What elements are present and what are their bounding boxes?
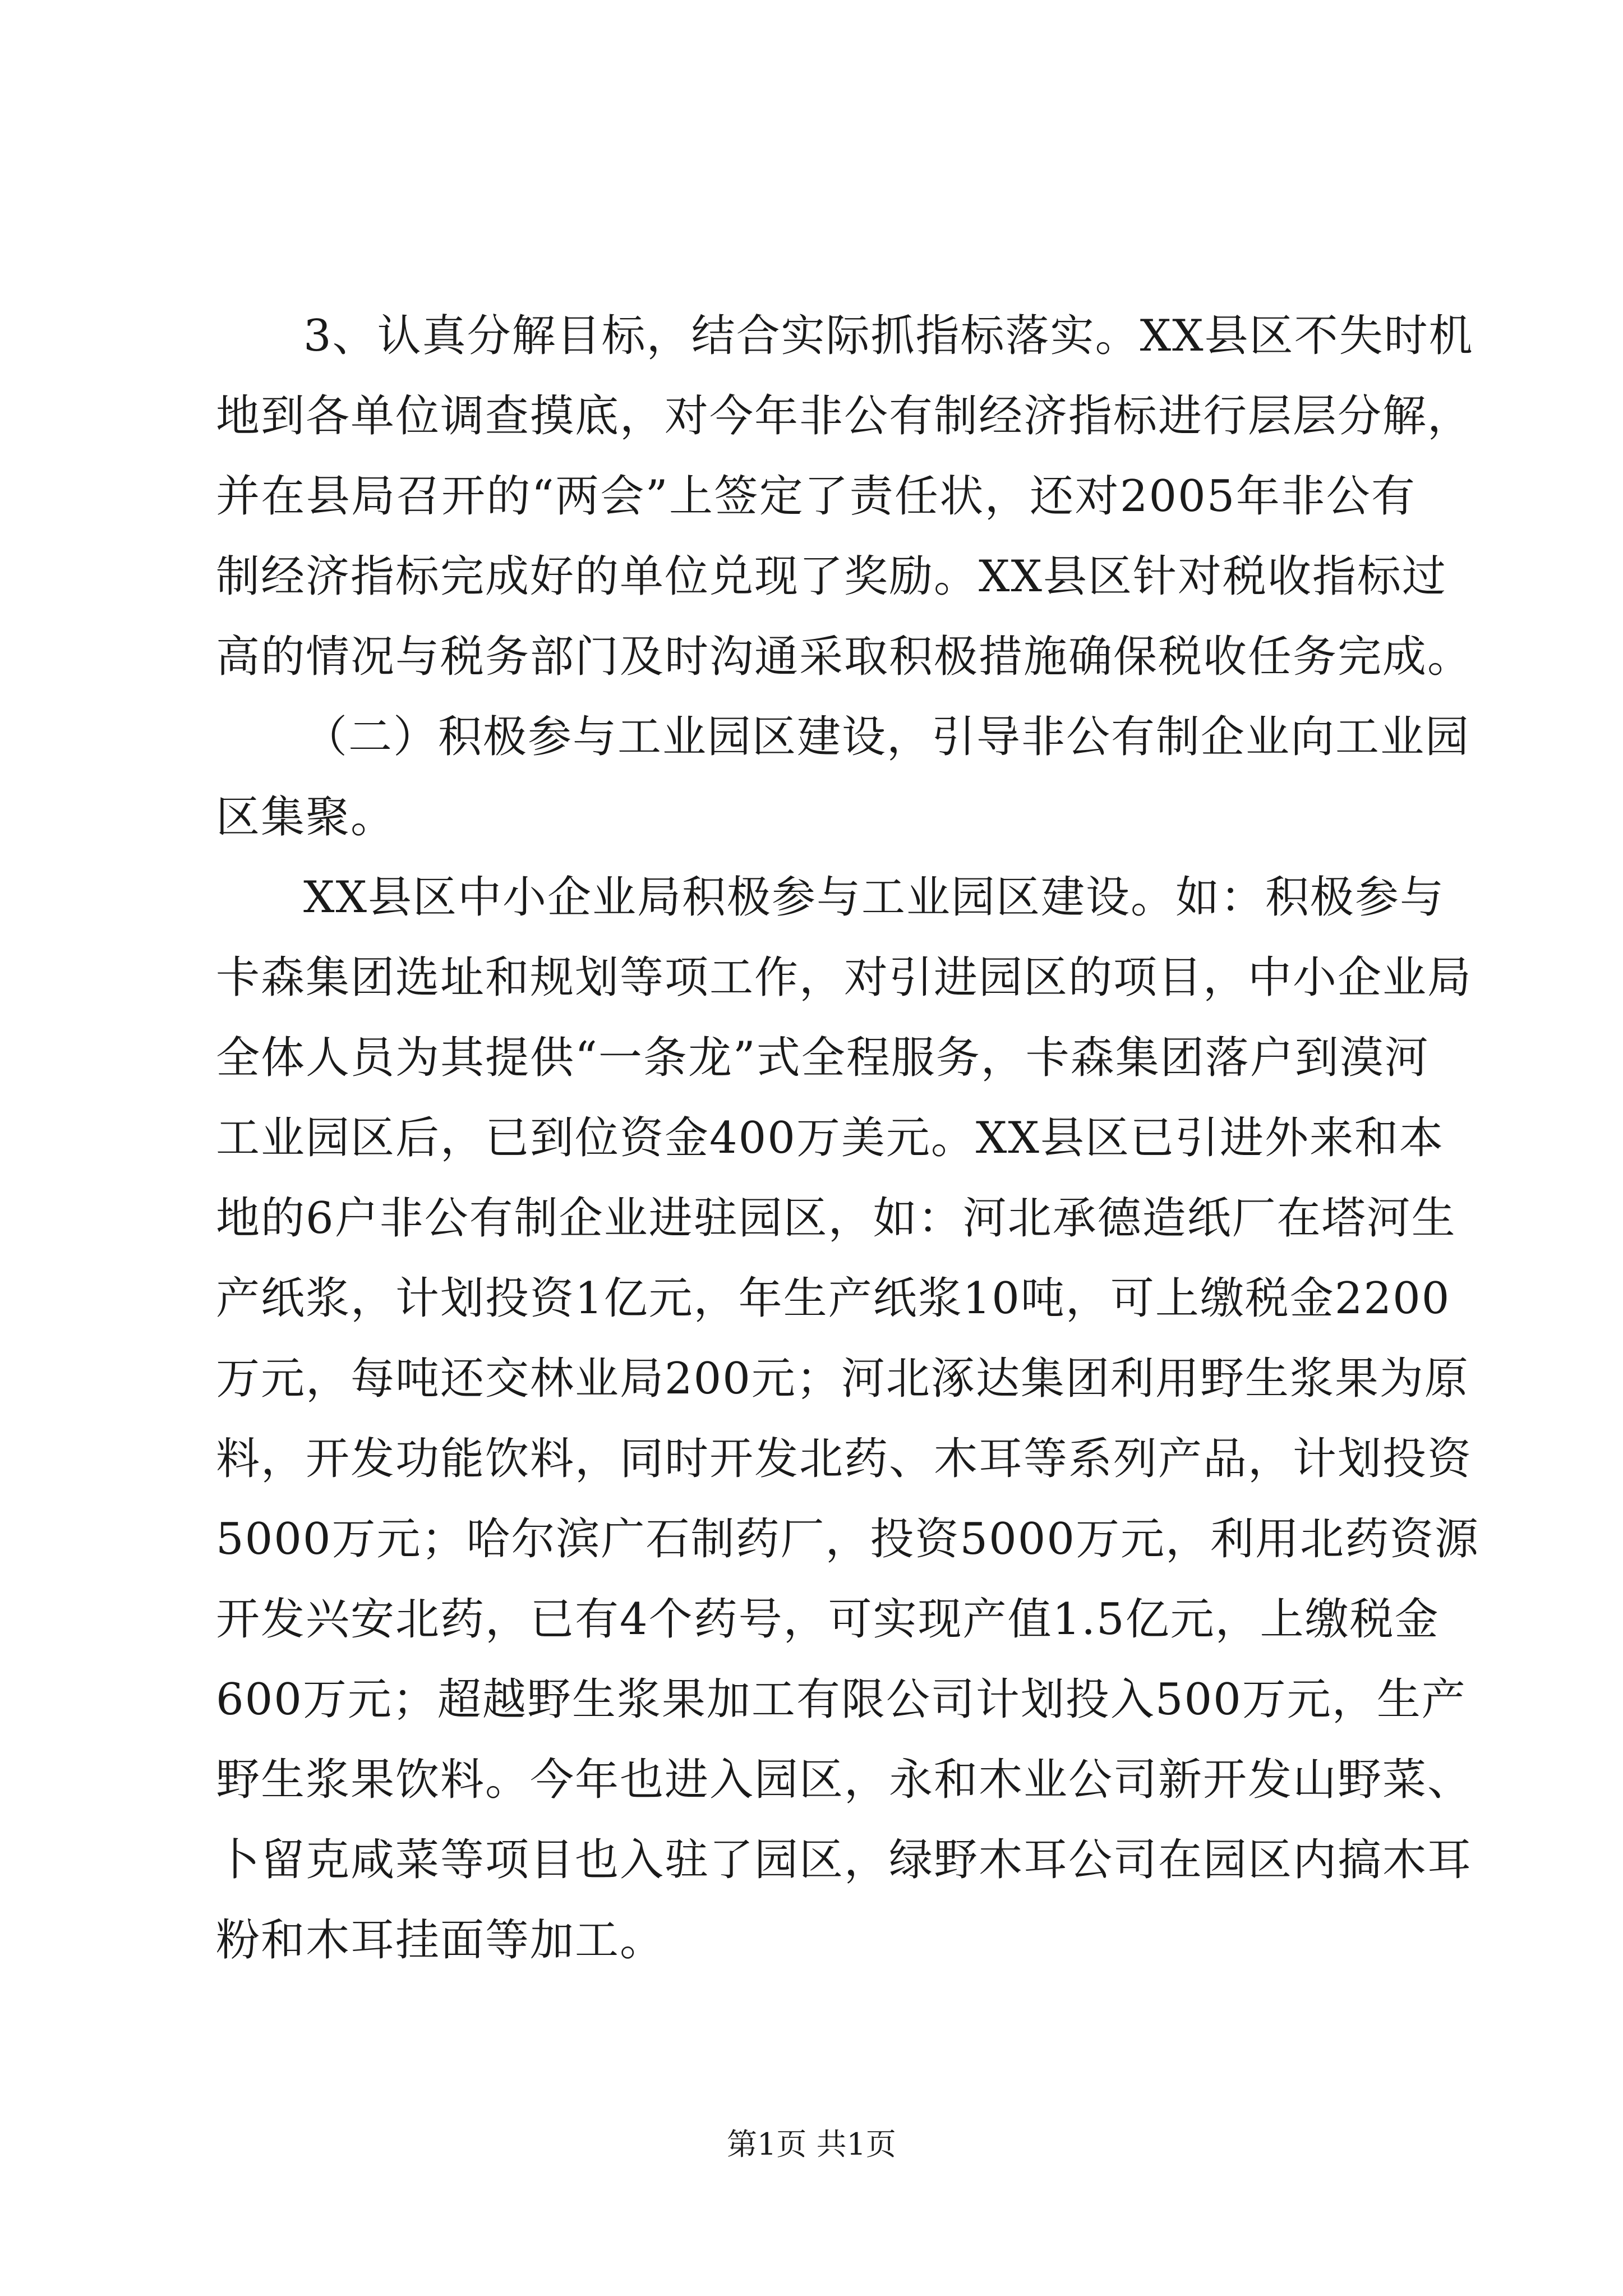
text-line: 卡森集团选址和规划等项工作，对引进园区的项目，中小企业局 <box>216 953 1473 1003</box>
text-line: 产纸浆，计划投资1亿元，年生产纸浆10吨，可上缴税金2200 <box>216 1273 1451 1324</box>
section-heading-line: （二）积极参与工业园区建设，引导非公有制企业向工业园 <box>303 712 1470 762</box>
text-line: 全体人员为其提供“一条龙”式全程服务，卡森集团落户到漠河 <box>216 1033 1430 1083</box>
text-line: 3、认真分解目标，结合实际抓指标落实。XX县区不失时机 <box>303 311 1474 361</box>
text-line: 地的6户非公有制企业进驻园区，如：河北承德造纸厂在塔河生 <box>216 1193 1456 1244</box>
text-line: 5000万元；哈尔滨广石制药厂，投资5000万元，利用北药资源 <box>216 1514 1480 1565</box>
page-footer: 第1页 共1页 <box>727 2127 896 2162</box>
text-line: XX县区中小企业局积极参与工业园区建设。如：积极参与 <box>303 872 1445 923</box>
text-line: 并在县局召开的“两会”上签定了责任状，还对2005年非公有 <box>216 471 1416 522</box>
text-line: 卜留克咸菜等项目也入驻了园区，绿野木耳公司在园区内搞木耳 <box>216 1835 1473 1885</box>
text-line: 开发兴安北药，已有4个药号，可实现产值1.5亿元，上缴税金 <box>216 1594 1440 1645</box>
document-body <box>216 296 1480 1981</box>
text-line: 料，开发功能饮料，同时开发北药、木耳等系列产品，计划投资 <box>216 1434 1473 1484</box>
text-line: 野生浆果饮料。今年也进入园区，永和木业公司新开发山野菜、 <box>216 1755 1473 1805</box>
text-line: 高的情况与税务部门及时沟通采取积极措施确保税收任务完成。 <box>216 632 1473 682</box>
text-line: 地到各单位调查摸底，对今年非公有制经济指标进行层层分解， <box>216 391 1473 441</box>
section-heading-line: 区集聚。 <box>216 792 396 843</box>
text-line: 600万元；超越野生浆果加工有限公司计划投入500万元，生产 <box>216 1674 1467 1725</box>
text-line: 粉和木耳挂面等加工。 <box>216 1915 665 1966</box>
text-line: 万元，每吨还交林业局200元；河北涿达集团利用野生浆果为原 <box>216 1354 1469 1404</box>
text-line: 制经济指标完成好的单位兑现了奖励。XX县区针对税收指标过 <box>216 551 1447 602</box>
text-line: 工业园区后，已到位资金400万美元。XX县区已引进外来和本 <box>216 1113 1444 1163</box>
